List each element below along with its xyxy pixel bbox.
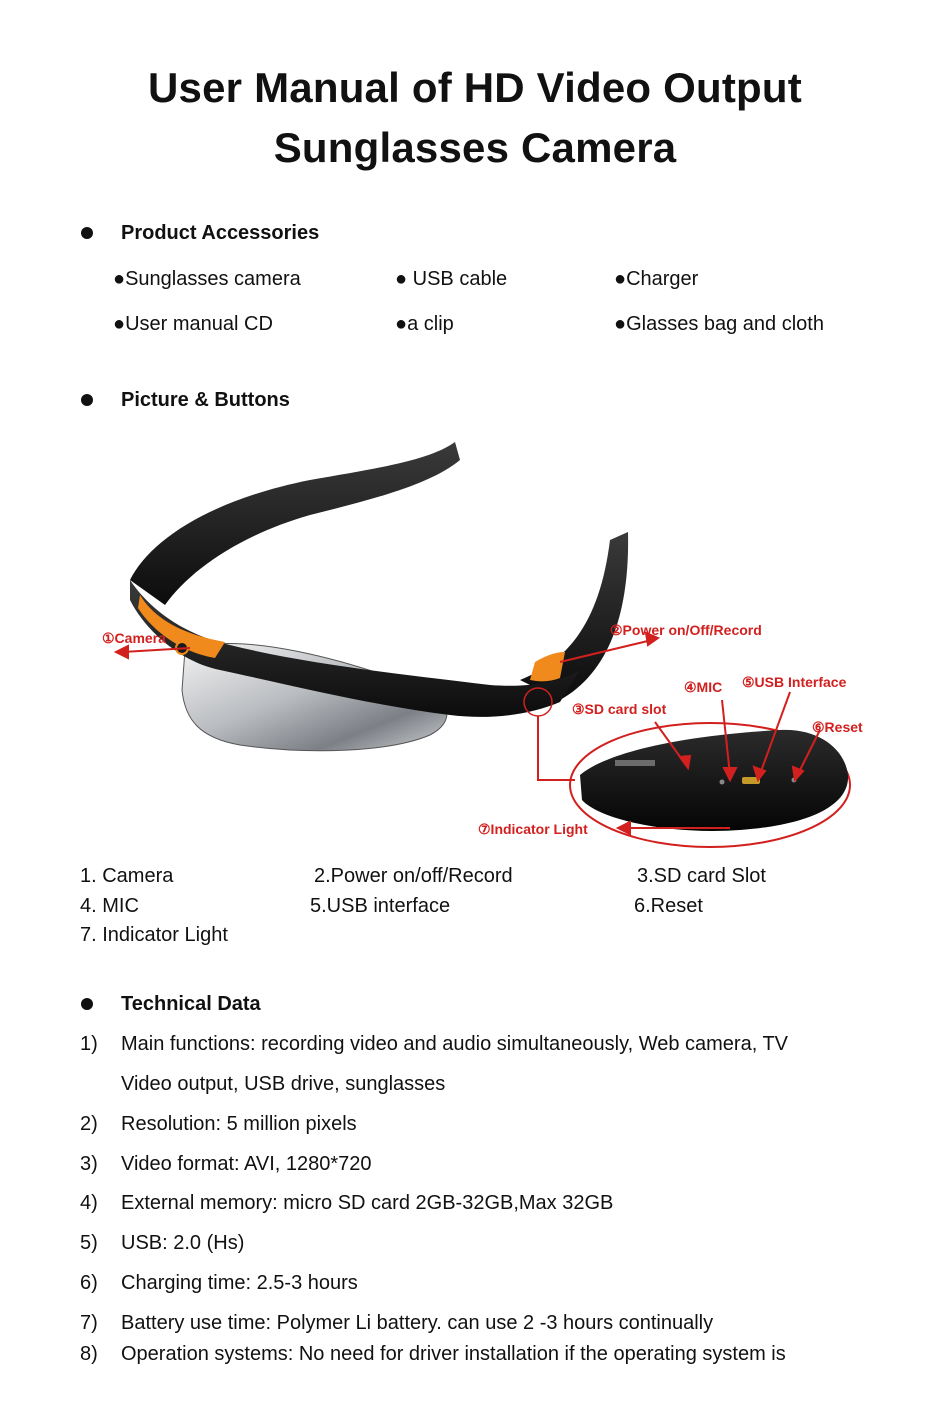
accessory-item: ●Charger xyxy=(614,268,699,290)
sd-slot-shape xyxy=(615,760,655,766)
section-heading-technical: Technical Data xyxy=(121,993,261,1015)
mic-hole-shape xyxy=(720,780,725,785)
section-bullet xyxy=(81,998,93,1010)
part-item: 3.SD card Slot xyxy=(637,865,766,887)
tech-item-number: 7) xyxy=(80,1312,98,1334)
callout-camera: ①Camera xyxy=(102,630,166,646)
part-item: 4. MIC xyxy=(80,895,139,917)
tech-item-text: Operation systems: No need for driver installation if the operating system is xyxy=(121,1343,786,1365)
tech-item-text: Resolution: 5 million pixels xyxy=(121,1113,357,1135)
callout-sd: ③SD card slot xyxy=(572,701,667,717)
tech-item-number: 6) xyxy=(80,1272,98,1294)
accessory-item: ●User manual CD xyxy=(113,313,273,335)
accessory-item: ●a clip xyxy=(395,313,454,335)
tech-item-text-continued: Video output, USB drive, sunglasses xyxy=(121,1073,446,1095)
tech-item-text: USB: 2.0 (Hs) xyxy=(121,1232,245,1254)
part-item: 2.Power on/off/Record xyxy=(314,865,513,887)
part-item: 7. Indicator Light xyxy=(80,924,228,946)
callout-indicator: ⑦Indicator Light xyxy=(478,821,588,837)
temple-arm-far xyxy=(130,442,460,605)
tech-item-text: Main functions: recording video and audio simultaneously, Web camera, TV xyxy=(121,1033,789,1055)
section-bullet xyxy=(81,227,93,239)
tech-item-number: 5) xyxy=(80,1232,98,1254)
callout-reset: ⑥Reset xyxy=(812,719,863,735)
callout-power: ②Power on/Off/Record xyxy=(610,622,762,638)
section-bullet xyxy=(81,394,93,406)
callout-usb: ⑤USB Interface xyxy=(742,674,847,690)
indicator-line xyxy=(538,716,575,780)
tech-item-text: Video format: AVI, 1280*720 xyxy=(121,1153,372,1175)
part-item: 1. Camera xyxy=(80,865,174,887)
sunglasses-camera-figure xyxy=(90,430,890,850)
tech-item-number: 8) xyxy=(80,1343,98,1365)
tech-item-number: 3) xyxy=(80,1153,98,1175)
section-heading-accessories: Product Accessories xyxy=(121,222,320,244)
callout-mic: ④MIC xyxy=(684,679,723,695)
section-heading-picture: Picture & Buttons xyxy=(121,389,290,411)
tech-item-number: 4) xyxy=(80,1192,98,1214)
tech-item-text: External memory: micro SD card 2GB-32GB,Max 32GB xyxy=(121,1192,614,1214)
accessory-item: ●Sunglasses camera xyxy=(113,268,301,290)
tech-item-number: 1) xyxy=(80,1033,98,1055)
tech-item-text: Battery use time: Polymer Li battery. can use 2 -3 hours continually xyxy=(121,1312,714,1334)
tech-item-text: Charging time: 2.5-3 hours xyxy=(121,1272,358,1294)
part-item: 6.Reset xyxy=(634,895,703,917)
accessory-item: ● USB cable xyxy=(395,268,508,290)
tech-item-number: 2) xyxy=(80,1113,98,1135)
orange-trim-right xyxy=(530,652,565,681)
accessory-item: ●Glasses bag and cloth xyxy=(614,313,824,335)
document-title-line2: Sunglasses Camera xyxy=(273,124,677,171)
part-item: 5.USB interface xyxy=(310,895,451,917)
document-title-line1: User Manual of HD Video Output xyxy=(148,64,802,111)
